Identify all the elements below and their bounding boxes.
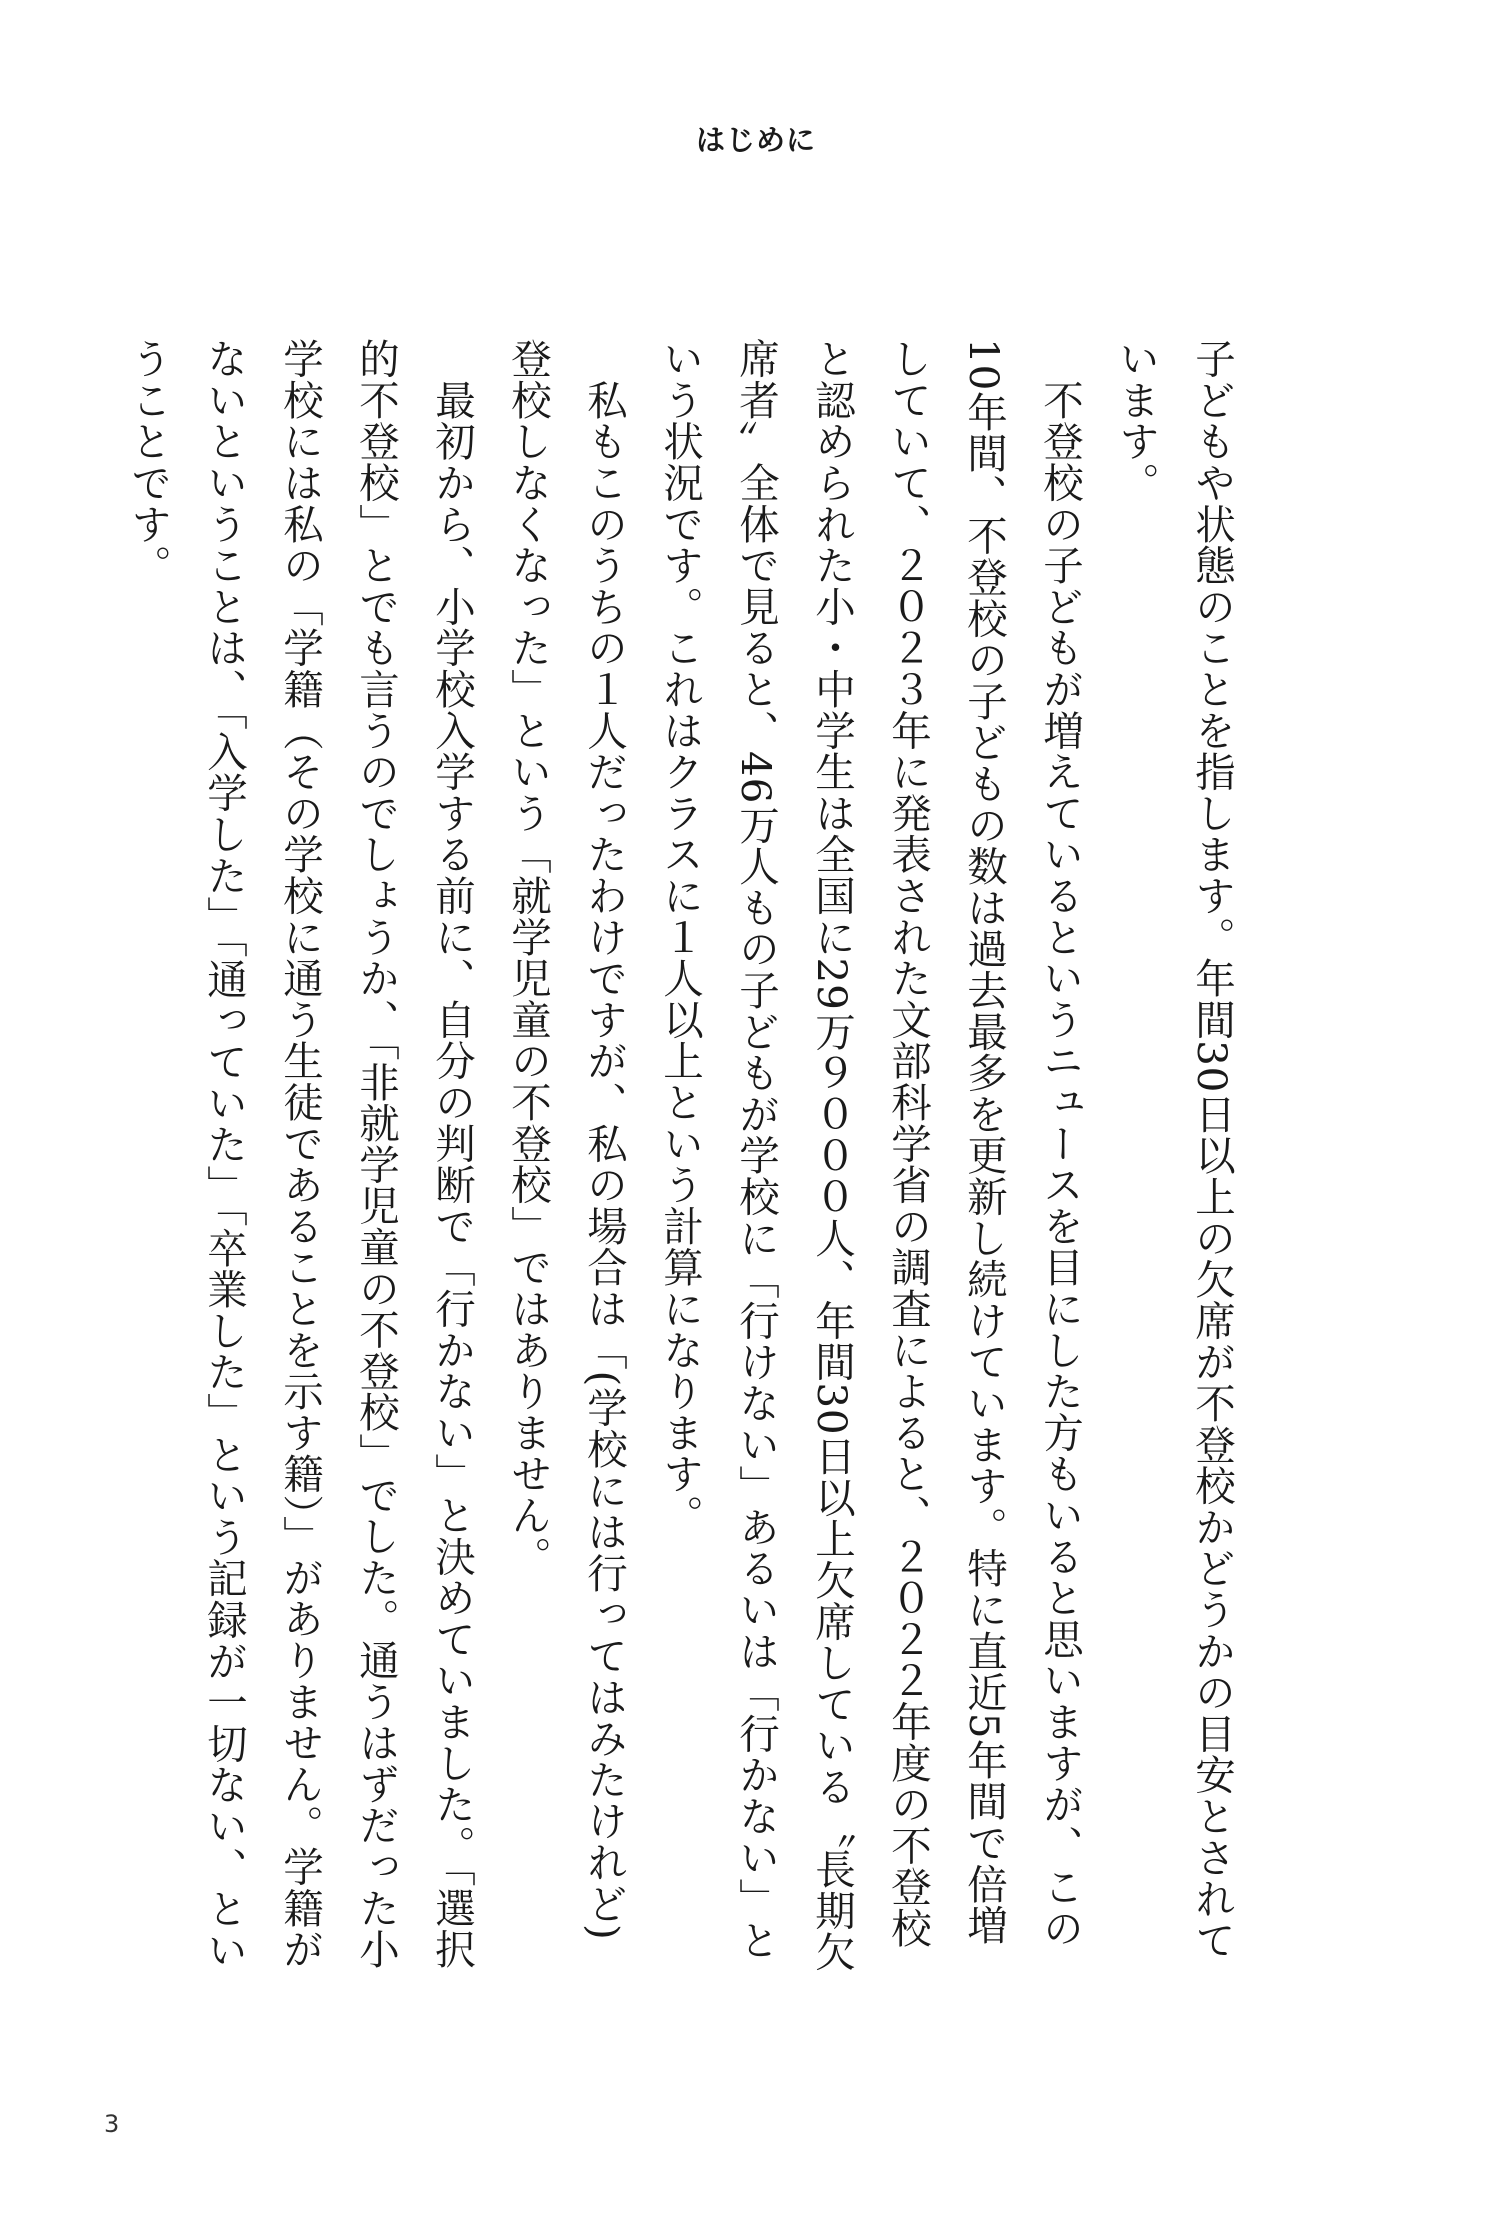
page-number: 3 [104,2110,120,2138]
paragraph: 私もこのうちの１人だったわけですが、私の場合は「(学校には行ってはみたけれど)登校しなくなった」という「就学児童の不登校」ではありません。 [504,338,628,1941]
paragraph: 不登校の子どもが増えているというニュースを目にした方もいると思いますが、この10年間、不登校の子どもの数は過去最多を更新し続けています。特に直近5年間で倍増していて、２０２３年に発表された文部科学省の調査によると、２０２２年度の不登校と認められた小・中学生は全国に29万９０００人、年間30日以上欠席している〝長期欠席者〟全体で見ると、46万人もの子どもが学校に「行けない」あるいは「行かない」という状況です。これはクラスに１人以上という計算になります。 [656,338,1084,1973]
paragraph: 子どもや状態のことを指します。年間30日以上の欠席が不登校かどうかの目安とされています。 [1112,338,1236,1961]
page-title: はじめに [695,123,816,157]
body-text [110,338,1250,1978]
paragraph: 最初から、小学校入学する前に、自分の判断で「行かない」と決めていました。「選択的不登校」とでも言うのでしょうか、「非就学児童の不登校」でした。通うはずだった小学校には私の「学籍（その学校に通う生徒であることを示す籍）」がありません。学籍がないということは、「入学した」「通っていた」「卒業した」という記録が一切ない、ということです。 [124,338,476,1971]
